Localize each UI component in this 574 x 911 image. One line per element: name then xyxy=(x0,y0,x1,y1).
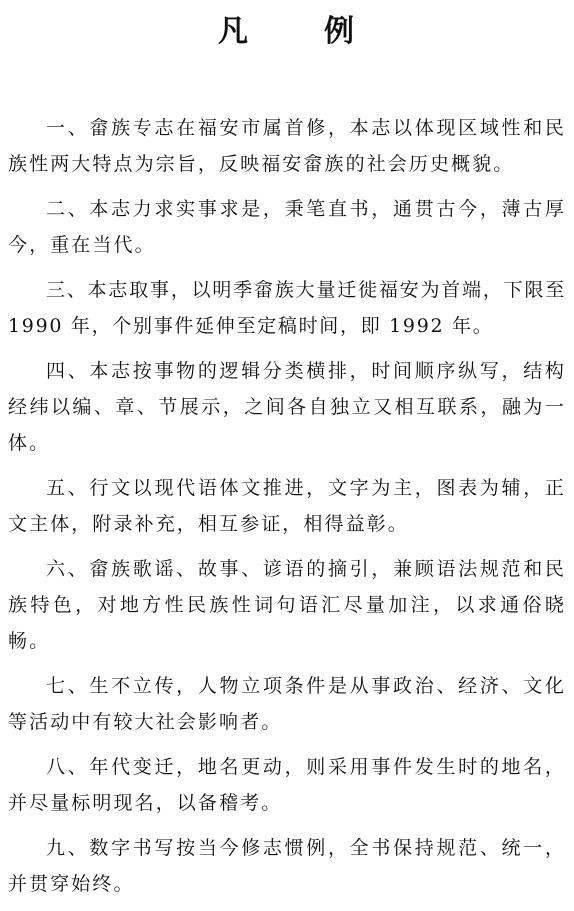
guideline-paragraph-9: 九、数字书写按当今修志惯例，全书保持规范、统一，并贯穿始终。 xyxy=(8,837,566,895)
guideline-paragraph-7: 七、生不立传，人物立项条件是从事政治、经济、文化等活动中有较大社会影响者。 xyxy=(8,675,566,733)
guideline-paragraph-1: 一、畲族专志在福安市属首修，本志以体现区域性和民族性两大特点为宗旨，反映福安畲族的社会历史概貌。 xyxy=(8,117,566,175)
guideline-paragraph-4: 四、本志按事物的逻辑分类横排，时间顺序纵写，结构经纬以编、章、节展示，之间各自独立又相互联系，融为一体。 xyxy=(8,360,566,454)
page-title xyxy=(0,6,574,50)
guideline-paragraph-2: 二、本志力求实事求是，秉笔直书，通贯古今，薄古厚今，重在当代。 xyxy=(8,198,566,256)
guideline-paragraph-3: 三、本志取事，以明季畲族大量迁徙福安为首端，下限至 1990 年，个别事件延伸至定稿时间，即 1992 年。 xyxy=(8,279,566,337)
guidelines-body xyxy=(8,110,566,911)
title-char-2: 例 xyxy=(324,14,356,49)
title-char-1: 凡 xyxy=(218,14,250,49)
guideline-paragraph-5: 五、行文以现代语体文推进，文字为主，图表为辅，正文主体，附录补充，相互参证，相得益彰。 xyxy=(8,477,566,535)
guideline-paragraph-8: 八、年代变迁，地名更动，则采用事件发生时的地名，并尽量标明现名，以备稽考。 xyxy=(8,756,566,814)
guideline-paragraph-6: 六、畲族歌谣、故事、谚语的摘引，兼顾语法规范和民族特色，对地方性民族性词句语汇尽量加注，以求通俗晓畅。 xyxy=(8,558,566,652)
